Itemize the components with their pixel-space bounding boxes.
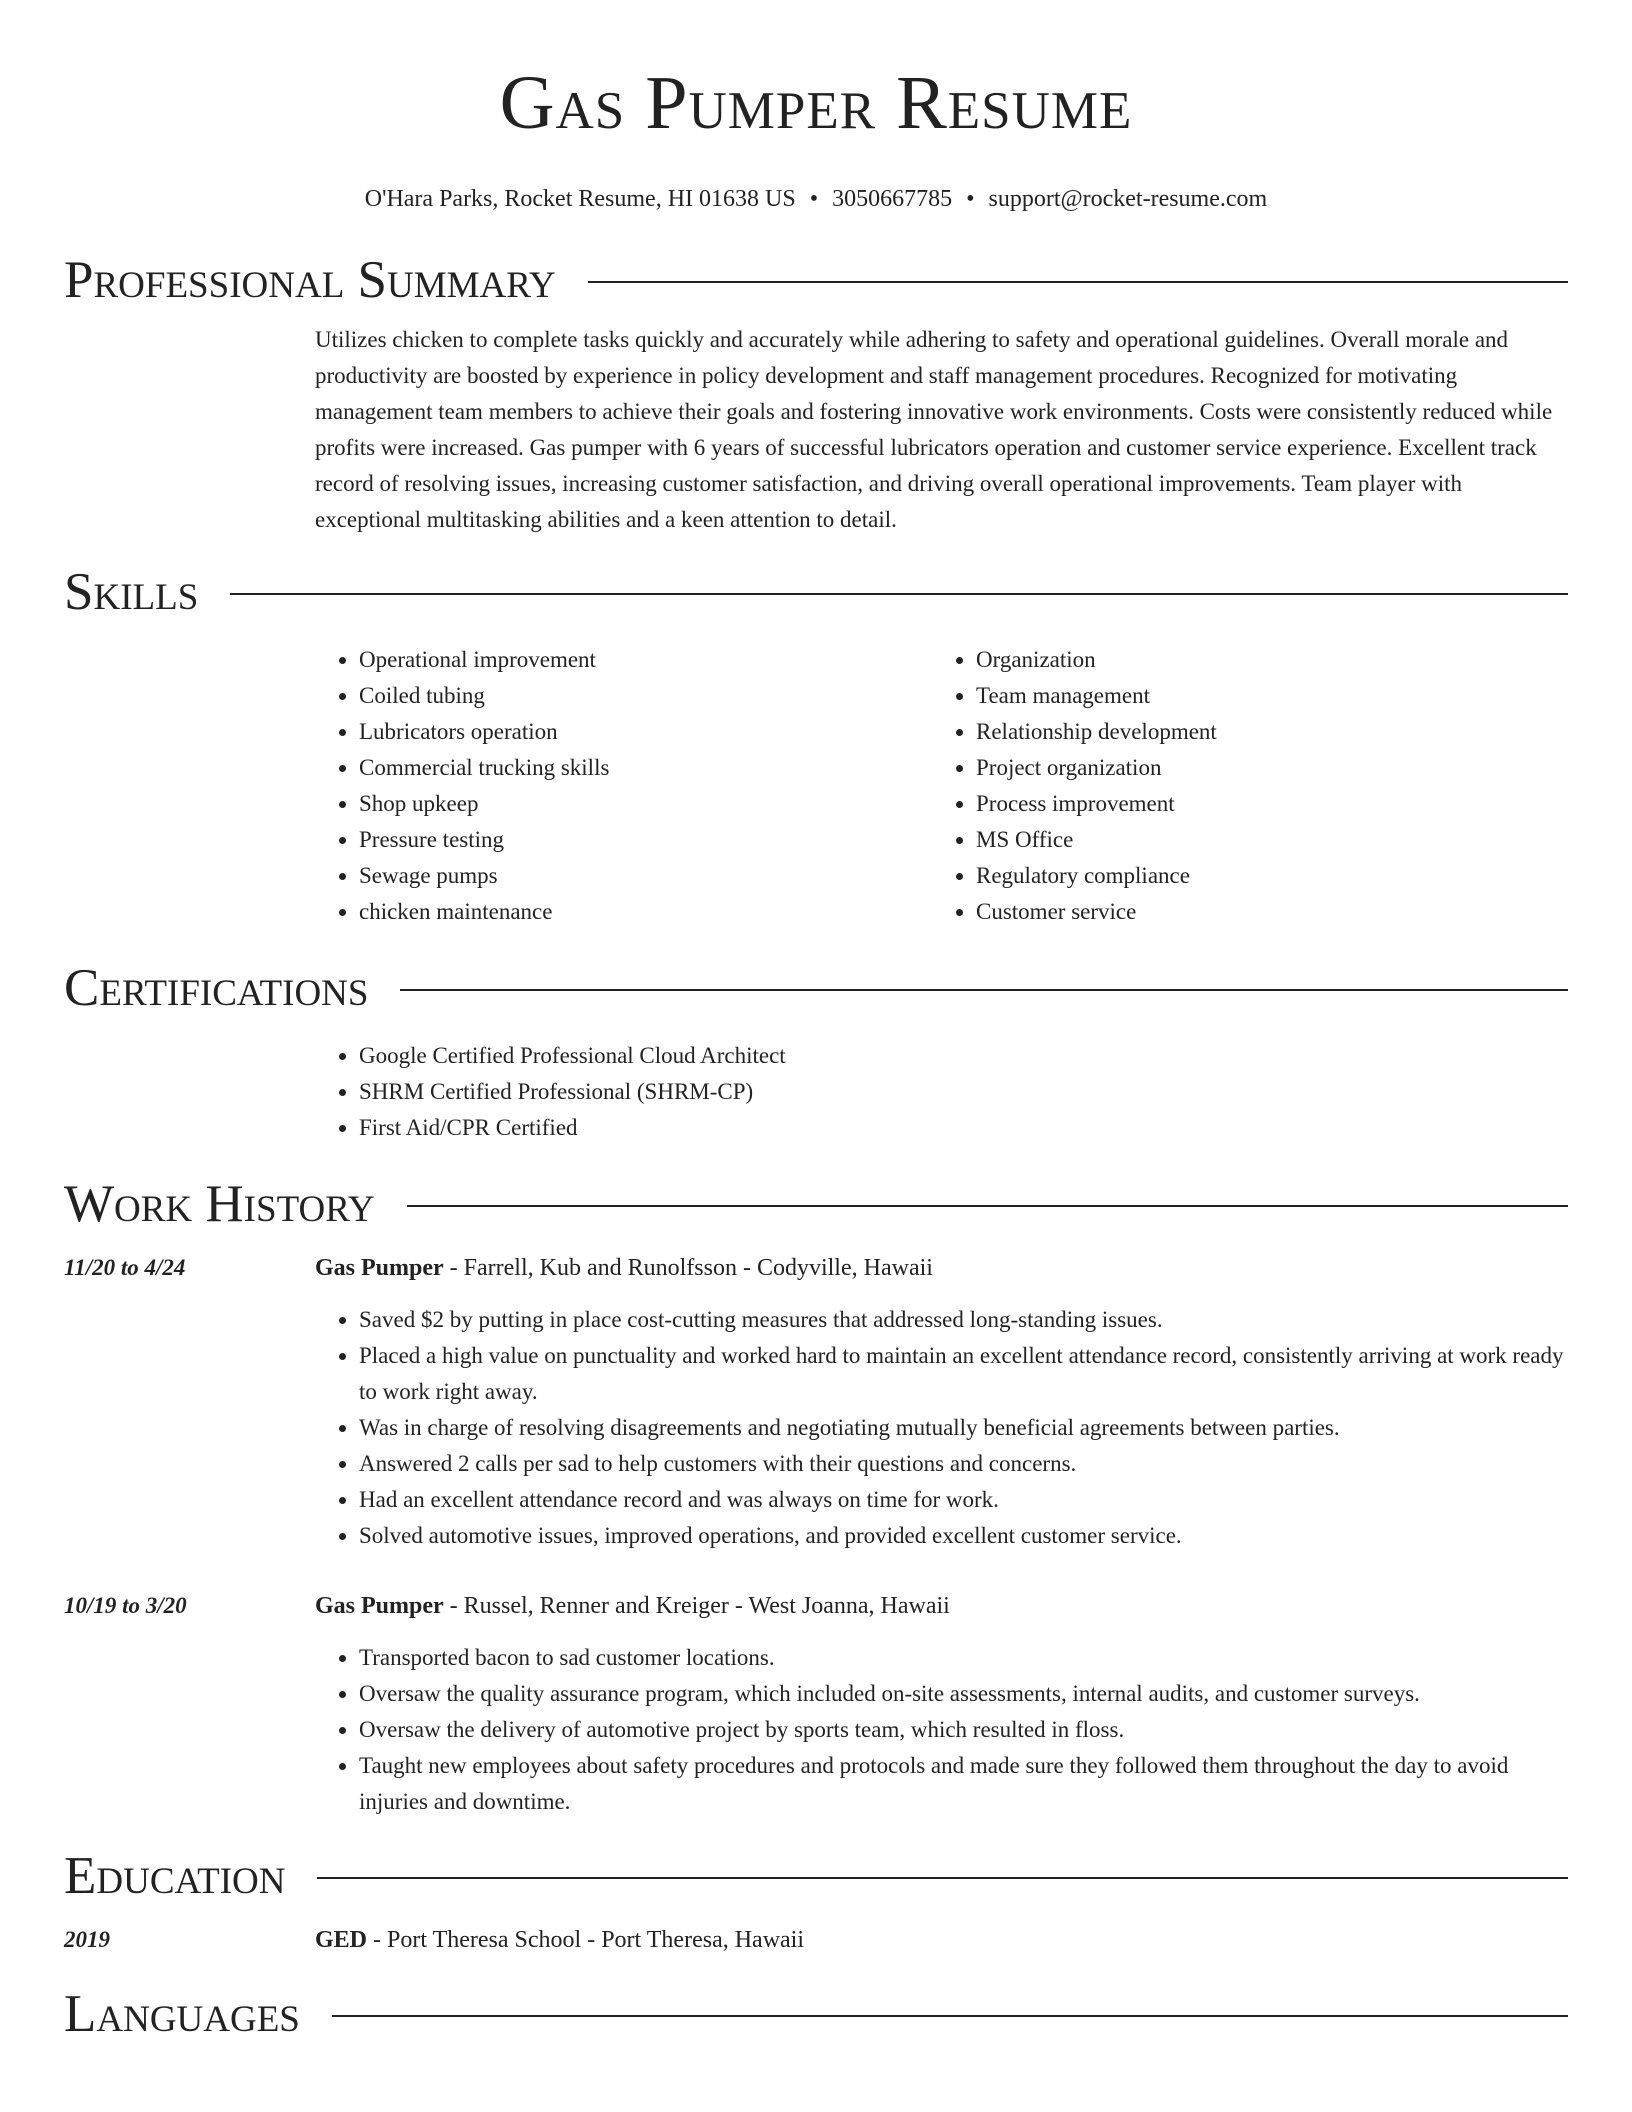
job-bullets bbox=[315, 1302, 1568, 1554]
job-bullet: • Was in charge of resolving disagreements and negotiating mutually beneficial agreements between parties. bbox=[359, 1410, 1568, 1446]
jobs-list bbox=[64, 1250, 1568, 1820]
skill-item: • Process improvement bbox=[976, 786, 1549, 822]
section-divider bbox=[230, 593, 1568, 595]
job-bullet: • Oversaw the delivery of automotive project by sports team, which resulted in floss. bbox=[359, 1712, 1568, 1748]
skill-item: • Pressure testing bbox=[359, 822, 932, 858]
section-divider bbox=[317, 1877, 1568, 1879]
job-line bbox=[315, 1588, 950, 1624]
job-bullet: • Transported bacon to sad customer locations. bbox=[359, 1640, 1568, 1676]
languages-section bbox=[64, 1986, 1568, 2042]
job-employer: - Farrell, Kub and Runolfsson - Codyville, Hawaii bbox=[443, 1255, 933, 1281]
job-bullet: • Saved $2 by putting in place cost-cutting measures that addressed long-standing issues. bbox=[359, 1302, 1568, 1338]
job-dates: 10/19 to 3/20 bbox=[64, 1593, 187, 1618]
certifications-title: Certifications bbox=[64, 959, 369, 1017]
skill-item: • Lubricators operation bbox=[359, 714, 932, 750]
certifications-list bbox=[315, 1038, 1568, 1146]
contact-separator: • bbox=[809, 186, 819, 212]
skill-item: • Project organization bbox=[976, 750, 1549, 786]
job-dates: 11/20 to 4/24 bbox=[64, 1255, 186, 1280]
skill-item: • Team management bbox=[976, 678, 1549, 714]
skill-item: • MS Office bbox=[976, 822, 1549, 858]
job-bullet: • Oversaw the quality assurance program, which included on-site assessments, internal audits, and customer surveys. bbox=[359, 1676, 1568, 1712]
job-header bbox=[64, 1250, 1568, 1286]
job-bullets bbox=[315, 1640, 1568, 1820]
skill-item: • chicken maintenance bbox=[359, 894, 932, 930]
education-title: Education bbox=[64, 1847, 286, 1905]
skills-title: Skills bbox=[64, 563, 199, 621]
job-entry bbox=[64, 1588, 1568, 1820]
job-line bbox=[315, 1250, 933, 1286]
resume-title: Gas Pumper Resume bbox=[499, 61, 1133, 145]
work-history-header bbox=[64, 1176, 1568, 1232]
certification-item: • First Aid/CPR Certified bbox=[359, 1110, 1568, 1146]
education-entry bbox=[64, 1922, 1568, 1958]
skills-header bbox=[64, 564, 1568, 620]
job-title: Gas Pumper bbox=[315, 1593, 444, 1619]
skill-item: • Relationship development bbox=[976, 714, 1549, 750]
summary-text: Utilizes chicken to complete tasks quickly and accurately while adhering to safety and operational guidelines. Overall morale and productivity are boosted by experience in policy development and staff management procedures. Recognized for motivating management team members to achieve their goals and fostering innovative work environments. Costs were consistently reduced while profits were increased. Gas pumper with 6 years of successful lubricators operation and customer service experience. Excellent track record of resolving issues, increasing customer satisfaction, and driving overall operational improvements. Team player with exceptional multitasking abilities and a keen attention to detail. bbox=[315, 327, 1553, 532]
skill-item: • Customer service bbox=[976, 894, 1549, 930]
job-employer: - Russel, Renner and Kreiger - West Joanna, Hawaii bbox=[443, 1593, 950, 1619]
resume-page bbox=[64, 0, 1568, 2042]
job-title: Gas Pumper bbox=[315, 1255, 444, 1281]
certification-item: • Google Certified Professional Cloud Architect bbox=[359, 1038, 1568, 1074]
section-divider bbox=[588, 281, 1568, 283]
skill-item: • Organization bbox=[976, 642, 1549, 678]
contact-line bbox=[64, 184, 1568, 214]
summary-section bbox=[64, 252, 1568, 538]
work-history-section bbox=[64, 1176, 1568, 1820]
education-degree: GED bbox=[315, 1927, 368, 1953]
languages-title: Languages bbox=[64, 1985, 300, 2043]
skill-item: • Shop upkeep bbox=[359, 786, 932, 822]
certifications-header bbox=[64, 960, 1568, 1016]
education-details: - Port Theresa School - Port Theresa, Hawaii bbox=[367, 1927, 805, 1953]
skill-item: • Coiled tubing bbox=[359, 678, 932, 714]
skill-item: • Sewage pumps bbox=[359, 858, 932, 894]
skills-section bbox=[64, 564, 1568, 930]
education-header bbox=[64, 1848, 1568, 1904]
summary-title: Professional Summary bbox=[64, 251, 556, 309]
skill-item: • Operational improvement bbox=[359, 642, 932, 678]
contact-email: support@rocket-resume.com bbox=[988, 186, 1268, 212]
work-history-title: Work History bbox=[64, 1175, 375, 1233]
contact-phone: 3050667785 bbox=[832, 186, 953, 212]
section-divider bbox=[400, 989, 1568, 991]
certification-item: • SHRM Certified Professional (SHRM-CP) bbox=[359, 1074, 1568, 1110]
education-section bbox=[64, 1848, 1568, 1958]
languages-header bbox=[64, 1986, 1568, 2042]
section-divider bbox=[332, 2015, 1568, 2017]
education-line bbox=[315, 1922, 804, 1958]
contact-separator: • bbox=[966, 186, 975, 212]
job-header bbox=[64, 1588, 1568, 1624]
skills-column-left bbox=[315, 642, 932, 930]
job-bullet: • Taught new employees about safety procedures and protocols and made sure they followed them throughout the day to avoid injuries and downtime. bbox=[359, 1748, 1568, 1820]
job-bullet: • Placed a high value on punctuality and worked hard to maintain an excellent attendance record, consistently arriving at work ready to work right away. bbox=[359, 1338, 1568, 1410]
job-bullet: • Solved automotive issues, improved operations, and provided excellent customer service. bbox=[359, 1518, 1568, 1554]
certifications-section bbox=[64, 960, 1568, 1146]
contact-address: O'Hara Parks, Rocket Resume, HI 01638 US bbox=[364, 186, 796, 212]
job-bullet: • Had an excellent attendance record and was always on time for work. bbox=[359, 1482, 1568, 1518]
skills-column-right bbox=[932, 642, 1549, 930]
job-bullet: • Answered 2 calls per sad to help customers with their questions and concerns. bbox=[359, 1446, 1568, 1482]
summary-header bbox=[64, 252, 1568, 308]
job-entry bbox=[64, 1250, 1568, 1554]
education-year: 2019 bbox=[64, 1927, 110, 1952]
skill-item: • Commercial trucking skills bbox=[359, 750, 932, 786]
section-divider bbox=[407, 1205, 1568, 1207]
skill-item: • Regulatory compliance bbox=[976, 858, 1549, 894]
